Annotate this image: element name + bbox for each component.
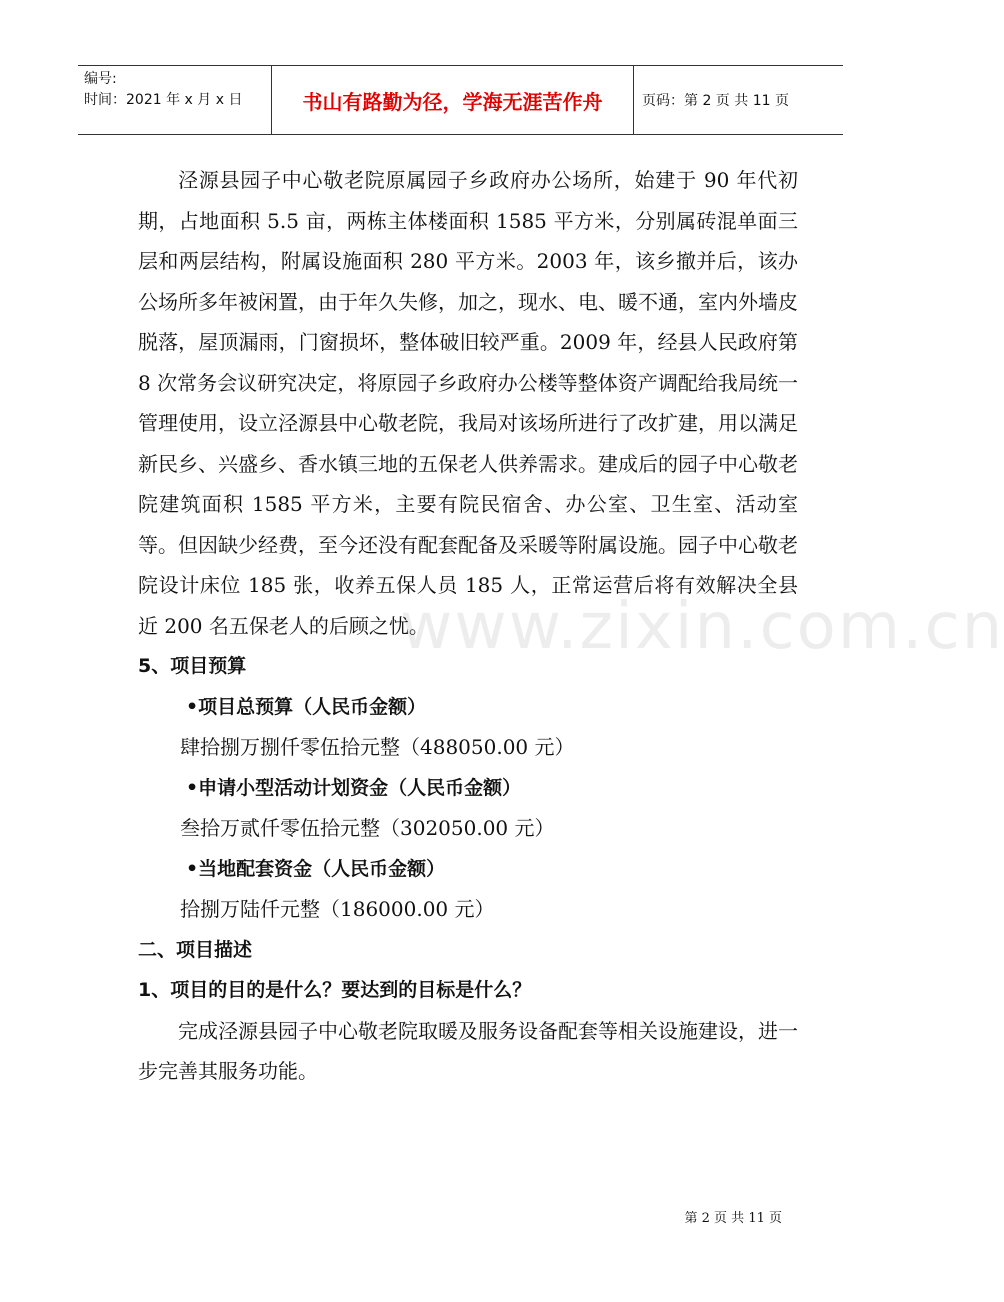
intro-paragraph: 泾源县园子中心敬老院原属园子乡政府办公场所，始建于 90 年代初期，占地面积 5.5 亩，两栋主体楼面积 1585 平方米，分别属砖混单面三层和两层结构，附属设施面积 280 平方米。2003 年，该乡撤并后，该办公场所多年被闲置，由于年久失修，加之，现水、电、暖不通，室内外墙皮脱落，屋顶漏雨，门窗损坏，整体破旧较严重。2009 年，经县人民政府第 8 次常务会议研究决定，将原园子乡政府办公楼等整体资产调配给我局统一管理使用，设立泾源县中心敬老院，我局对该场所进行了改扩建，用以满足新民乡、兴盛乡、香水镇三地的五保老人供养需求。建成后的园子中心敬老院建筑面积 1585 平方米，主要有院民宿舍、办公室、卫生室、活动室等。但因缺少经费，至今还没有配套配备及采暖等附属设施。园子中心敬老院设计床位 185 张，收养五保人员 185 人，正常运营后将有效解决全县近 200 名五保老人的后顾之忧。 (138, 168, 798, 638)
header-motto: 书山有路勤为径，学海无涯苦作舟 (272, 66, 634, 134)
page-header (78, 65, 843, 135)
budget-item-label: •当地配套资金（人民币金额） (186, 857, 446, 880)
budget-item-amount: 叁拾万贰仟零伍拾元整（302050.00 元） (180, 816, 555, 840)
page-footer: 第 2 页 共 11 页 (684, 1211, 782, 1226)
section5-title: 5、项目预算 (138, 655, 247, 677)
budget-item-amount: 拾捌万陆仟元整（186000.00 元） (180, 897, 495, 921)
budget-item-amount: 肆拾捌万捌仟零伍拾元整（488050.00 元） (180, 735, 575, 759)
time-label: 时间：2021 年 x 月 x 日 (84, 92, 243, 108)
question1-answer: 完成泾源县园子中心敬老院取暖及服务设备配套等相关设施建设，进一步完善其服务功能。 (138, 1018, 798, 1083)
code-label: 编号: (84, 71, 117, 87)
header-page-info: 页码：第 2 页 共 11 页 (642, 93, 789, 109)
budget-item-label: •项目总预算（人民币金额） (186, 695, 427, 718)
document-body (138, 160, 798, 1092)
section2-title: 二、项目描述 (138, 938, 253, 961)
question1-title: 1、项目的目的是什么？要达到的目标是什么？ (138, 979, 532, 1001)
budget-item-label: •申请小型活动计划资金（人民币金额） (186, 776, 522, 799)
watermark: www.zixin.com.cn (400, 590, 1004, 664)
header-meta (78, 66, 272, 134)
